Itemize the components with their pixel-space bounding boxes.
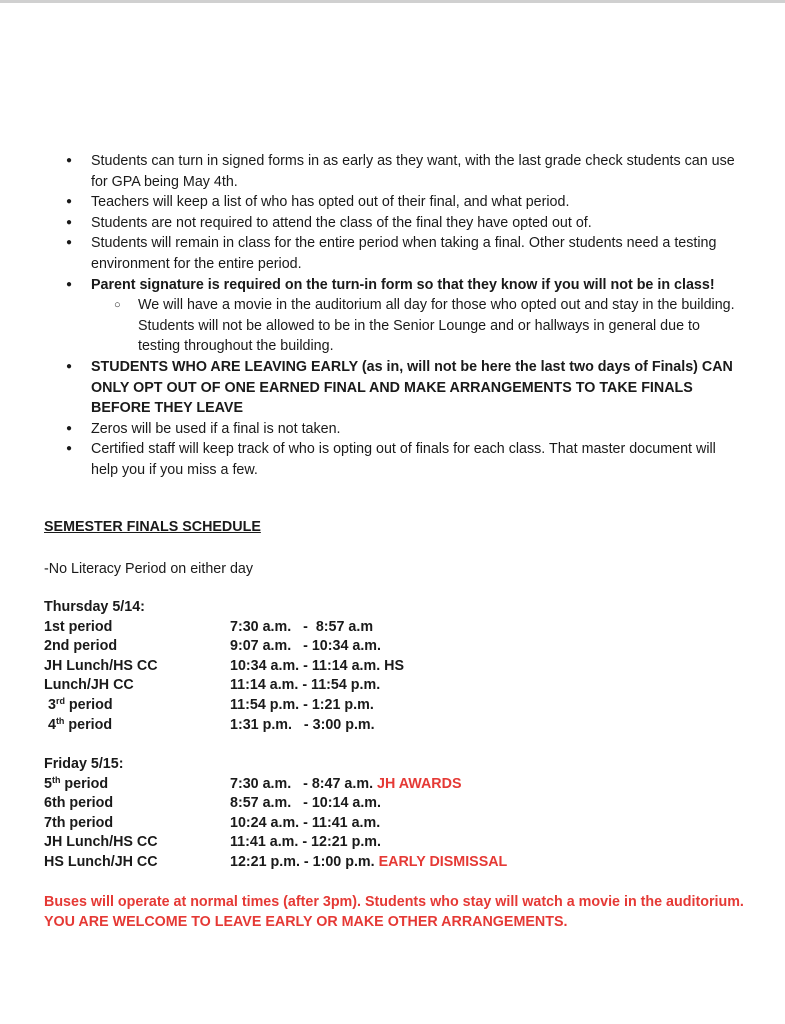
friday-schedule (44, 755, 744, 873)
list-item: ● Certified staff will keep track of who is opting out of finals for each class. That master document will help you if you miss a few. (46, 439, 746, 480)
schedule-row (44, 775, 744, 795)
period-label: JH Lunch/HS CC (44, 834, 158, 851)
period-time: 1:31 p.m. - 3:00 p.m. (230, 716, 375, 733)
list-item-leaving-early: ● STUDENTS WHO ARE LEAVING EARLY (as in, will not be here the last two days of Finals) CAN ONLY OPT OUT OF ONE EARNED FINAL AND MAKE ARRANGEMENTS TO TAKE FINALS BEFORE THEY LEAVE (46, 357, 746, 419)
rules-list (46, 151, 746, 481)
period-number: 3 (47, 696, 56, 713)
period-time: 10:24 a.m. - 11:41 a.m. (230, 814, 381, 831)
period-time (230, 853, 507, 873)
thursday-schedule (44, 598, 744, 735)
period-word: period (64, 716, 113, 733)
period-label: 1st period (44, 618, 113, 635)
top-divider (0, 0, 785, 3)
schedule-row (44, 814, 744, 834)
period-time: 11:14 a.m. - 11:54 p.m. (230, 677, 381, 694)
list-item-parent-signature: ● Parent signature is required on the turn-in form so that they know if you will not be in class! (46, 275, 746, 296)
period-label: 2nd period (44, 638, 118, 655)
period-word: period (60, 775, 109, 792)
schedule-row (44, 853, 744, 873)
period-label (44, 696, 230, 716)
list-item: ● Students will remain in class for the entire period when taking a final. Other students need a testing environment for the entire period. (46, 233, 746, 274)
list-item: ● Students are not required to attend the class of the final they have opted out of. (46, 213, 746, 234)
period-time: 11:54 p.m. - 1:21 p.m. (230, 696, 374, 713)
period-time-text: 7:30 a.m. - 8:47 a.m. (230, 775, 378, 792)
sub-list-item-movie: ○ We will have a movie in the auditorium all day for those who opted out and stay in the building. Students will not be allowed to be in the Senior Lounge and or hallways in general due to testing throughout the building. (46, 295, 746, 357)
period-label: Lunch/JH CC (44, 677, 134, 694)
list-item: ● Teachers will keep a list of who has opted out of their final, and what period. (46, 192, 746, 213)
schedule-row (44, 716, 744, 736)
bus-note: Buses will operate at normal times (after 3pm). Students who stay will watch a movie in the auditorium. YOU ARE WELCOME TO LEAVE EARLY OR MAKE OTHER ARRANGEMENTS. (44, 894, 744, 930)
period-time: 9:07 a.m. - 10:34 a.m. (230, 638, 381, 655)
period-time: 7:30 a.m. - 8:57 a.m (230, 618, 374, 635)
schedule-row (44, 618, 744, 638)
schedule-row (44, 657, 744, 677)
period-number: 4 (47, 716, 56, 733)
period-ordinal: th (51, 774, 61, 785)
schedule-row (44, 637, 744, 657)
day-title: Thursday 5/14: (44, 599, 145, 615)
period-label: HS Lunch/JH CC (44, 853, 158, 870)
list-item: ● Students can turn in signed forms in as early as they want, with the last grade check students can use for GPA being May 4th. (46, 151, 746, 192)
early-dismissal-label: EARLY DISMISSAL (378, 853, 508, 870)
period-label: 6th period (44, 795, 114, 812)
schedule-row (44, 676, 744, 696)
period-time: 10:34 a.m. - 11:14 a.m. HS (230, 657, 405, 674)
period-label (44, 775, 230, 795)
schedule-heading: SEMESTER FINALS SCHEDULE (44, 519, 261, 535)
period-word: period (64, 696, 113, 713)
day-title: Friday 5/15: (44, 756, 124, 772)
period-time (230, 775, 461, 795)
period-ordinal: th (55, 715, 65, 726)
list-item: ● Zeros will be used if a final is not taken. (46, 419, 746, 440)
period-time: 8:57 a.m. - 10:14 a.m. (230, 795, 381, 812)
period-label (44, 716, 230, 736)
period-time: 11:41 a.m. - 12:21 p.m. (230, 834, 381, 851)
period-ordinal: rd (55, 695, 65, 706)
schedule-row (44, 696, 744, 716)
jh-awards-label: JH AWARDS (377, 775, 462, 792)
period-time-text: 12:21 p.m. - 1:00 p.m. (230, 853, 379, 870)
period-label: 7th period (44, 814, 114, 831)
period-number: 5 (44, 775, 52, 792)
schedule-row (44, 833, 744, 853)
literacy-note: -No Literacy Period on either day (44, 561, 254, 577)
period-label: JH Lunch/HS CC (44, 657, 158, 674)
schedule-row (44, 794, 744, 814)
